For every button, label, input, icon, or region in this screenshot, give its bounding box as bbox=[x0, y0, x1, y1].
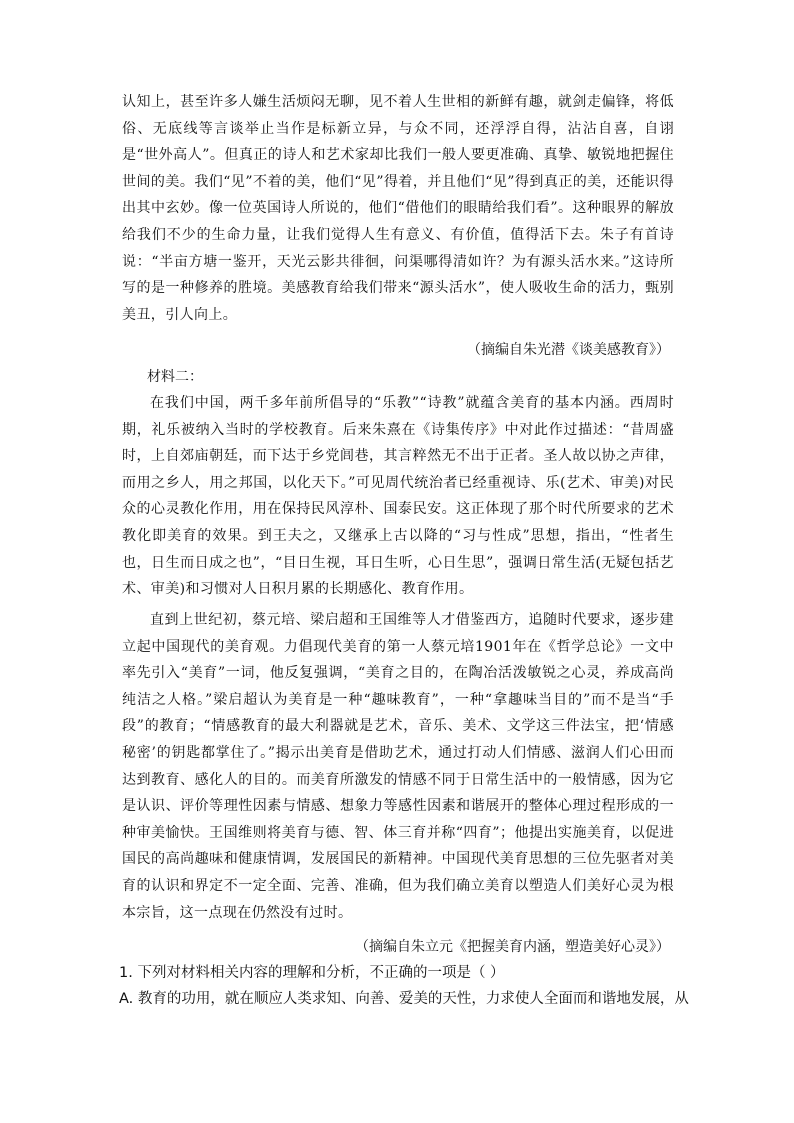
paragraph-material-2-first: 在我们中国，两千多年前所倡导的“乐教”“诗教”就蕴含美育的基本内涵。西周时期，礼乐被纳入当时的学校教育。后来朱熹在《诗集传序》中对此作过描述：“昔周盛时，上自郊庙朝廷，而下达于乡党闾巷，其言粹然无不出于正者。圣人故以协之声律，而用之乡人，用之邦国，以化天下。”可见周代统治者已经重视诗、乐(艺术、审美)对民众的心灵教化作用，用在保持民风淳朴、国泰民安。这正体现了那个时代所要求的艺术教化即美育的效果。到王夫之，又继承上古以降的“习与性成”思想，指出，“性者生也，日生而日成之也”，“目日生视，耳日生听，心日生思”，强调日常生活(无疑包括艺术、审美)和习惯对人日积月累的长期感化、教育作用。 bbox=[122, 395, 674, 598]
citation-zhu-liyuan: （摘编自朱立元《把握美育内涵，塑造美好心灵》） bbox=[355, 939, 670, 955]
citation-zhu-guangqian: （摘编自朱光潜《谈美感教育》） bbox=[467, 342, 670, 358]
question-1-stem: 1. 下列对材料相关内容的理解和分析，不正确的一项是（ ） bbox=[119, 965, 505, 981]
paragraph-material-2-second: 直到上世纪初，蔡元培、梁启超和王国维等人才借鉴西方，追随时代要求，逐步建立起中国现代的美育观。力倡现代美育的第一人蔡元培1901年在《哲学总论》一文中率先引入“美育”一词，他反复强调，“美育之目的，在陶冶活泼敏锐之心灵，养成高尚纯洁之人格。”梁启超认为美育是一种“趣味教育”，一种“拿趣味当目的”而不是当“手段”的教育；“情感教育的最大利器就是艺术，音乐、美术、文学这三件法宝，把‘情感秘密’的钥匙都掌住了。”揭示出美育是借助艺术，通过打动人们情感、滋润人们心田而达到教育、感化人的目的。而美育所激发的情感不同于日常生活中的一般情感，因为它是认识、评价等理性因素与情感、想象力等感性因素和谐展开的整体心理过程形成的一种审美愉快。王国维则将美育与德、智、体三育并称“四育”；他提出实施美育，以促进国民的高尚趣味和健康情调，发展国民的新精神。中国现代美育思想的三位先驱者对美育的认识和界定不一定全面、完善、准确，但为我们确立美育以塑造人们美好心灵为根本宗旨，这一点现在仍然没有过时。 bbox=[122, 612, 674, 921]
question-1-option-a: A. 教育的功用，就在顺应人类求知、向善、爱美的天性，力求使人全面而和谐地发展，从 bbox=[119, 991, 689, 1007]
paragraph-material-1-end: 认知上，甚至许多人嫌生活烦闷无聊，见不着人生世相的新鲜有趣，就剑走偏锋，将低俗、无底线等言谈举止当作是标新立异，与众不同，还浮浮自得，沾沾自喜，自诩是“世外高人”。但真正的诗人和艺术家却比我们一般人要更准确、真挚、敏锐地把握住世间的美。我们“见”不着的美，他们“见”得着，并且他们“见”得到真正的美，还能识得出其中玄妙。像一位英国诗人所说的，他们“借他们的眼睛给我们看”。这种眼界的解放给我们不少的生命力量，让我们觉得人生有意义、有价值，值得活下去。朱子有首诗说：“半亩方塘一鉴开，天光云影共徘徊，问渠哪得清如许？为有源头活水来。”这诗所写的是一种修养的胜境。美感教育给我们带来“源头活水”，使人吸收生命的活力，甄别美丑，引人向上。 bbox=[122, 94, 674, 323]
material-2-label: 材料二： bbox=[147, 369, 203, 385]
